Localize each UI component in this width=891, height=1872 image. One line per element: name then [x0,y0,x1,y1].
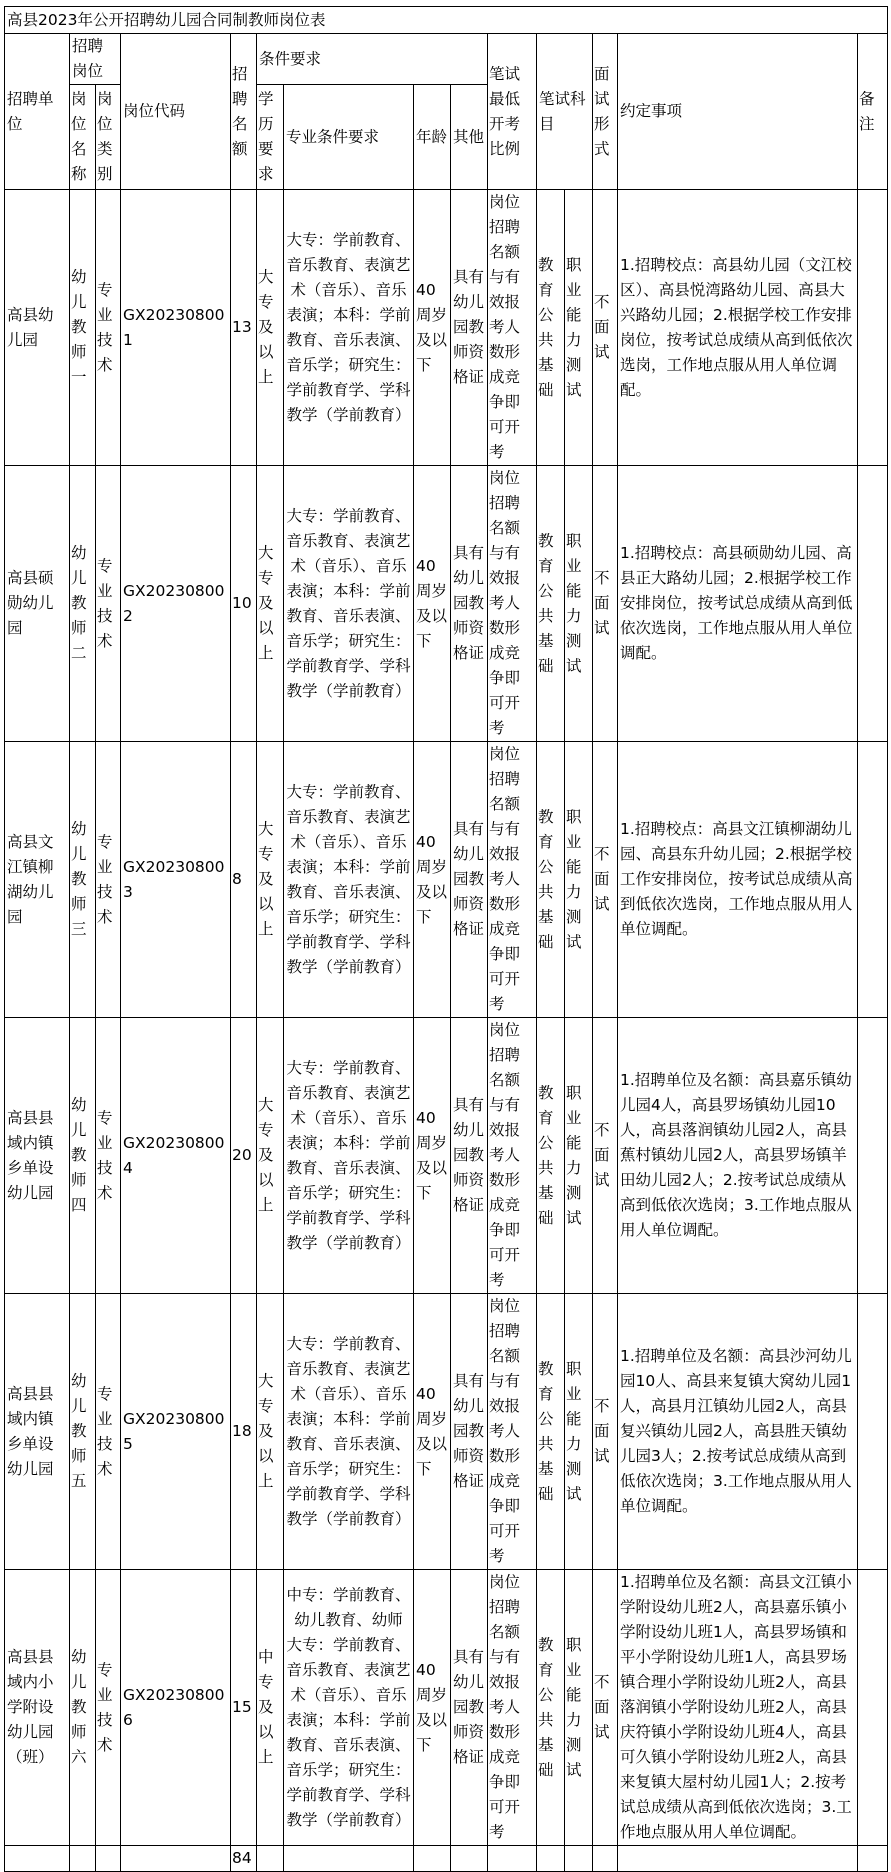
cell-unit: 高县县域内镇乡单设幼儿园 [5,1294,70,1570]
cell-education: 大专及以上 [257,742,284,1018]
empty-cell [618,1846,858,1872]
cell-position-code: GX202308005 [121,1294,231,1570]
cell-position-code: GX202308002 [121,466,231,742]
header-interview: 面试形式 [593,34,618,190]
cell-position-type: 专业技术 [96,742,121,1018]
table-title: 高县2023年公开招聘幼儿园合同制教师岗位表 [5,7,888,34]
cell-ratio: 岗位招聘名额与有效报考人数形成竞争即可开考 [488,190,537,466]
cell-quota: 15 [231,1570,257,1846]
cell-age: 40周岁及以下 [414,742,451,1018]
cell-other: 具有幼儿园教师资格证 [451,1294,488,1570]
cell-age: 40周岁及以下 [414,1294,451,1570]
cell-position-type: 专业技术 [96,1570,121,1846]
total-quota: 84 [231,1846,257,1872]
empty-cell [284,1846,414,1872]
cell-remark [858,466,888,742]
cell-education: 大专及以上 [257,190,284,466]
cell-unit: 高县文江镇柳湖幼儿园 [5,742,70,1018]
cell-education: 大专及以上 [257,1294,284,1570]
cell-major: 大专：学前教育、音乐教育、表演艺术（音乐）、音乐表演；本科：学前教育、音乐表演、音乐学；研究生：学前教育学、学科教学（学前教育） [284,742,414,1018]
cell-major: 大专：学前教育、音乐教育、表演艺术（音乐）、音乐表演；本科：学前教育、音乐表演、音乐学；研究生：学前教育学、学科教学（学前教育） [284,1018,414,1294]
cell-agreement: 1.招聘校点：高县文江镇柳湖幼儿园、高县东升幼儿园；2.根据学校工作安排岗位，按考试总成绩从高到低依次选岗，工作地点服从用人单位调配。 [618,742,858,1018]
cell-other: 具有幼儿园教师资格证 [451,1570,488,1846]
cell-other: 具有幼儿园教师资格证 [451,466,488,742]
cell-subject-2: 职业能力测试 [565,1570,593,1846]
cell-unit: 高县硕勋幼儿园 [5,466,70,742]
cell-interview: 不面试 [593,466,618,742]
cell-position-name: 幼儿教师五 [70,1294,96,1570]
cell-major: 大专：学前教育、音乐教育、表演艺术（音乐）、音乐表演；本科：学前教育、音乐表演、音乐学；研究生：学前教育学、学科教学（学前教育） [284,190,414,466]
cell-remark [858,742,888,1018]
header-remark: 备注 [858,34,888,190]
cell-position-code: GX202308006 [121,1570,231,1846]
cell-unit: 高县县域内小学附设幼儿园（班） [5,1570,70,1846]
cell-subject-1: 教育公共基础 [537,1570,565,1846]
cell-quota: 8 [231,742,257,1018]
header-position-type: 岗位类别 [96,85,121,190]
cell-subject-2: 职业能力测试 [565,1294,593,1570]
header-position-name: 岗位名称 [70,85,96,190]
cell-agreement: 1.招聘单位及名额：高县沙河幼儿园10人、高县来复镇大窝幼儿园1人，高县月江镇幼儿园2人，高县复兴镇幼儿园2人，高县胜天镇幼儿园3人；2.按考试总成绩从高到低依次选岗；3.工作地点服从用人单位调配。 [618,1294,858,1570]
table-row [5,1294,888,1570]
cell-ratio: 岗位招聘名额与有效报考人数形成竞争即可开考 [488,1294,537,1570]
cell-position-type: 专业技术 [96,466,121,742]
empty-cell [488,1846,537,1872]
cell-agreement: 1.招聘单位及名额：高县文江镇小学附设幼儿班2人，高县嘉乐镇小学附设幼儿班1人，高县罗场镇和平小学附设幼儿班1人，高县罗场镇合理小学附设幼儿班2人，高县落润镇小学附设幼儿班2人，高县庆符镇小学附设幼儿班4人，高县可久镇小学附设幼儿班2人，高县来复镇大屋村幼儿园1人；2.按考试总成绩从高到低依次选岗；3.工作地点服从用人单位调配。 [618,1570,858,1846]
cell-education: 中专及以上 [257,1570,284,1846]
empty-cell [593,1846,618,1872]
header-agreement: 约定事项 [618,34,858,190]
cell-major: 大专：学前教育、音乐教育、表演艺术（音乐）、音乐表演；本科：学前教育、音乐表演、音乐学；研究生：学前教育学、学科教学（学前教育） [284,466,414,742]
cell-position-name: 幼儿教师三 [70,742,96,1018]
cell-interview: 不面试 [593,190,618,466]
table-row [5,1018,888,1294]
cell-remark [858,1570,888,1846]
header-age: 年龄 [414,85,451,190]
cell-ratio: 岗位招聘名额与有效报考人数形成竞争即可开考 [488,1018,537,1294]
cell-quota: 20 [231,1018,257,1294]
cell-remark [858,1018,888,1294]
header-exam-subject: 笔试科目 [537,34,593,190]
empty-cell [96,1846,121,1872]
cell-ratio: 岗位招聘名额与有效报考人数形成竞争即可开考 [488,742,537,1018]
header-education: 学历要求 [257,85,284,190]
table-row [5,190,888,466]
cell-quota: 10 [231,466,257,742]
cell-quota: 13 [231,190,257,466]
table-row [5,742,888,1018]
cell-unit: 高县幼儿园 [5,190,70,466]
cell-age: 40周岁及以下 [414,1570,451,1846]
cell-position-type: 专业技术 [96,190,121,466]
cell-other: 具有幼儿园教师资格证 [451,190,488,466]
cell-agreement: 1.招聘单位及名额：高县嘉乐镇幼儿园4人，高县罗场镇幼儿园10人，高县落润镇幼儿园2人，高县蕉村镇幼儿园2人，高县罗场镇羊田幼儿园2人；2.按考试总成绩从高到低依次选岗；3.工作地点服从用人单位调配。 [618,1018,858,1294]
empty-cell [537,1846,565,1872]
header-position-group: 招聘岗位 [70,34,121,85]
cell-interview: 不面试 [593,1570,618,1846]
cell-agreement: 1.招聘校点：高县幼儿园（文江校区）、高县悦湾路幼儿园、高县大兴路幼儿园；2.根据学校工作安排岗位，按考试总成绩从高到低依次选岗，工作地点服从用人单位调配。 [618,190,858,466]
cell-interview: 不面试 [593,742,618,1018]
cell-unit: 高县县域内镇乡单设幼儿园 [5,1018,70,1294]
cell-other: 具有幼儿园教师资格证 [451,742,488,1018]
cell-subject-1: 教育公共基础 [537,466,565,742]
cell-subject-2: 职业能力测试 [565,190,593,466]
empty-cell [565,1846,593,1872]
cell-position-name: 幼儿教师二 [70,466,96,742]
cell-subject-1: 教育公共基础 [537,190,565,466]
empty-cell [451,1846,488,1872]
cell-age: 40周岁及以下 [414,1018,451,1294]
cell-position-type: 专业技术 [96,1294,121,1570]
cell-position-code: GX202308003 [121,742,231,1018]
cell-position-name: 幼儿教师六 [70,1570,96,1846]
cell-quota: 18 [231,1294,257,1570]
recruitment-table [4,6,888,1872]
cell-subject-1: 教育公共基础 [537,1018,565,1294]
table-row [5,1570,888,1846]
cell-other: 具有幼儿园教师资格证 [451,1018,488,1294]
cell-ratio: 岗位招聘名额与有效报考人数形成竞争即可开考 [488,1570,537,1846]
cell-subject-2: 职业能力测试 [565,466,593,742]
cell-remark [858,190,888,466]
cell-ratio: 岗位招聘名额与有效报考人数形成竞争即可开考 [488,466,537,742]
cell-age: 40周岁及以下 [414,190,451,466]
header-conditions: 条件要求 [257,34,488,85]
cell-major: 大专：学前教育、音乐教育、表演艺术（音乐）、音乐表演；本科：学前教育、音乐表演、音乐学；研究生：学前教育学、学科教学（学前教育） [284,1294,414,1570]
total-row [5,1846,888,1872]
cell-position-name: 幼儿教师一 [70,190,96,466]
cell-position-code: GX202308004 [121,1018,231,1294]
cell-major: 中专：学前教育、幼儿教育、幼师 大专：学前教育、音乐教育、表演艺术（音乐）、音乐表演；本科：学前教育、音乐表演、音乐学；研究生：学前教育学、学科教学（学前教育） [284,1570,414,1846]
cell-position-type: 专业技术 [96,1018,121,1294]
cell-subject-1: 教育公共基础 [537,1294,565,1570]
cell-agreement: 1.招聘校点：高县硕勋幼儿园、高县正大路幼儿园；2.根据学校工作安排岗位，按考试总成绩从高到低依次选岗，工作地点服从用人单位调配。 [618,466,858,742]
cell-interview: 不面试 [593,1018,618,1294]
cell-position-code: GX202308001 [121,190,231,466]
empty-cell [257,1846,284,1872]
empty-cell [121,1846,231,1872]
cell-interview: 不面试 [593,1294,618,1570]
header-other: 其他 [451,85,488,190]
empty-cell [858,1846,888,1872]
empty-cell [70,1846,96,1872]
cell-position-name: 幼儿教师四 [70,1018,96,1294]
table-row [5,466,888,742]
cell-subject-1: 教育公共基础 [537,742,565,1018]
header-ratio: 笔试最低开考比例 [488,34,537,190]
cell-education: 大专及以上 [257,466,284,742]
cell-subject-2: 职业能力测试 [565,742,593,1018]
header-major: 专业条件要求 [284,85,414,190]
cell-education: 大专及以上 [257,1018,284,1294]
empty-cell [5,1846,70,1872]
cell-remark [858,1294,888,1570]
header-unit: 招聘单位 [5,34,70,190]
cell-age: 40周岁及以下 [414,466,451,742]
header-quota: 招聘名额 [231,34,257,190]
header-position-code: 岗位代码 [121,34,231,190]
cell-subject-2: 职业能力测试 [565,1018,593,1294]
empty-cell [414,1846,451,1872]
